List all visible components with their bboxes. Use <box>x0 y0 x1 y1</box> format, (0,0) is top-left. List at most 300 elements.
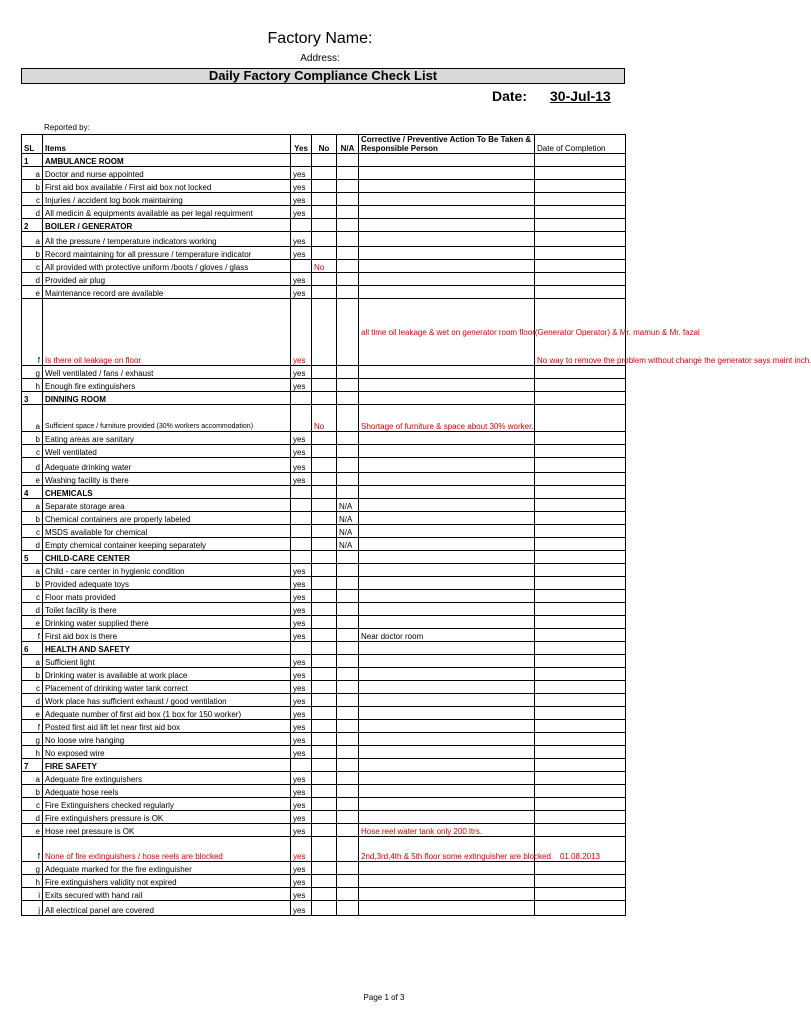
yes-cell: yes <box>291 681 312 694</box>
item-text: Record maintaining for all pressure / temperature indicator <box>43 247 291 260</box>
action-text <box>359 862 535 875</box>
no-cell <box>312 473 337 486</box>
section-row <box>22 759 626 772</box>
yes-cell: yes <box>291 590 312 603</box>
action-text <box>359 366 535 379</box>
empty-cell <box>337 392 359 405</box>
table-row <box>22 901 626 916</box>
completion-date <box>535 901 626 916</box>
na-cell <box>337 247 359 260</box>
yes-cell: yes <box>291 875 312 888</box>
item-text: Enough fire extinguishers <box>43 379 291 392</box>
completion-date <box>535 260 626 273</box>
section-row <box>22 392 626 405</box>
empty-cell <box>312 551 337 564</box>
row-letter: c <box>22 193 43 206</box>
section-number: 6 <box>22 642 43 655</box>
table-row <box>22 577 626 590</box>
section-row <box>22 219 626 232</box>
completion-date <box>535 432 626 445</box>
no-cell <box>312 862 337 875</box>
no-cell: No <box>312 260 337 273</box>
item-text: Adequate fire extinguishers <box>43 772 291 785</box>
row-letter: c <box>22 681 43 694</box>
no-cell <box>312 366 337 379</box>
no-cell <box>312 538 337 551</box>
item-text: Adequate marked for the fire extinguisher <box>43 862 291 875</box>
item-text: Maintenance record are available <box>43 286 291 299</box>
action-text <box>359 260 535 273</box>
table-row <box>22 811 626 824</box>
row-letter: i <box>22 888 43 901</box>
yes-cell: yes <box>291 273 312 286</box>
yes-cell <box>291 405 312 432</box>
table-row <box>22 432 626 445</box>
action-text <box>359 875 535 888</box>
no-cell <box>312 681 337 694</box>
section-number: 1 <box>22 154 43 167</box>
empty-cell <box>312 642 337 655</box>
table-row <box>22 180 626 193</box>
empty-cell <box>312 392 337 405</box>
na-cell <box>337 681 359 694</box>
empty-cell <box>535 392 626 405</box>
table-row <box>22 512 626 525</box>
na-cell <box>337 862 359 875</box>
completion-date <box>535 286 626 299</box>
yes-cell: yes <box>291 720 312 733</box>
action-text <box>359 694 535 707</box>
completion-date <box>535 681 626 694</box>
no-cell <box>312 837 337 862</box>
na-cell <box>337 299 359 366</box>
date-value: 30-Jul-13 <box>550 88 611 104</box>
item-text: No loose wire hanging <box>43 733 291 746</box>
no-cell <box>312 798 337 811</box>
action-text <box>359 286 535 299</box>
completion-date <box>535 247 626 260</box>
table-row <box>22 232 626 247</box>
completion-date <box>535 629 626 642</box>
table-row <box>22 681 626 694</box>
section-row <box>22 486 626 499</box>
completion-date <box>535 379 626 392</box>
item-text: Well ventilated <box>43 445 291 458</box>
action-text <box>359 458 535 473</box>
completion-date <box>535 862 626 875</box>
action-text <box>359 206 535 219</box>
empty-cell <box>359 642 535 655</box>
no-cell: No <box>312 405 337 432</box>
item-text: Drinking water is available at work place <box>43 668 291 681</box>
yes-cell: yes <box>291 564 312 577</box>
action-text <box>359 888 535 901</box>
no-cell <box>312 629 337 642</box>
action-text <box>359 273 535 286</box>
no-cell <box>312 167 337 180</box>
na-cell <box>337 405 359 432</box>
empty-cell <box>312 759 337 772</box>
section-title: BOILER / GENERATOR <box>43 219 291 232</box>
action-text <box>359 772 535 785</box>
row-letter: d <box>22 273 43 286</box>
table-row <box>22 707 626 720</box>
action-text <box>359 473 535 486</box>
completion-date <box>535 824 626 837</box>
item-text: Chemical containers are properly labeled <box>43 512 291 525</box>
completion-date <box>535 785 626 798</box>
row-letter: a <box>22 405 43 432</box>
page-number: Page 1 of 3 <box>363 993 405 1002</box>
no-cell <box>312 232 337 247</box>
row-letter: c <box>22 445 43 458</box>
empty-cell <box>291 551 312 564</box>
row-letter: h <box>22 875 43 888</box>
item-text: Hose reel pressure is OK <box>43 824 291 837</box>
action-text <box>359 720 535 733</box>
empty-cell <box>535 759 626 772</box>
row-letter: b <box>22 512 43 525</box>
section-number: 7 <box>22 759 43 772</box>
item-text: Adequate number of first aid box (1 box for 150 worker) <box>43 707 291 720</box>
action-text <box>359 798 535 811</box>
section-title: HEALTH AND SAFETY <box>43 642 291 655</box>
action-text: Near doctor room <box>359 629 535 642</box>
completion-date <box>535 875 626 888</box>
no-cell <box>312 616 337 629</box>
completion-date <box>535 720 626 733</box>
empty-cell <box>291 154 312 167</box>
table-row <box>22 379 626 392</box>
completion-date <box>535 733 626 746</box>
action-text <box>359 525 535 538</box>
table-row <box>22 458 626 473</box>
row-letter: f <box>22 299 43 366</box>
table-row <box>22 273 626 286</box>
table-row <box>22 824 626 837</box>
na-cell <box>337 901 359 916</box>
yes-cell <box>291 499 312 512</box>
section-row <box>22 154 626 167</box>
completion-date: No way to remove the problem without change the generator says maint inch. <box>535 299 626 366</box>
row-letter: b <box>22 577 43 590</box>
section-title: DINNING ROOM <box>43 392 291 405</box>
empty-cell <box>535 642 626 655</box>
table-row <box>22 525 626 538</box>
row-letter: a <box>22 564 43 577</box>
item-text: Placement of drinking water tank correct <box>43 681 291 694</box>
no-cell <box>312 901 337 916</box>
row-letter: d <box>22 694 43 707</box>
item-text: No exposed wire <box>43 746 291 759</box>
row-letter: e <box>22 286 43 299</box>
section-number: 5 <box>22 551 43 564</box>
item-text: None of fire extinguishers / hose reels are blocked <box>43 837 291 862</box>
table-row <box>22 616 626 629</box>
yes-cell: yes <box>291 733 312 746</box>
table-row <box>22 247 626 260</box>
row-letter: a <box>22 655 43 668</box>
item-text: All electrical panel are covered <box>43 901 291 916</box>
na-cell <box>337 616 359 629</box>
action-text: all time oil leakage & wet on generator room floor(Generator Operator) & Mr. mamun & Mr. fazal <box>359 299 535 366</box>
no-cell <box>312 525 337 538</box>
na-cell <box>337 655 359 668</box>
col-na: N/A <box>337 135 359 154</box>
item-text: Child - care center in hygienic condition <box>43 564 291 577</box>
na-cell <box>337 746 359 759</box>
na-cell <box>337 260 359 273</box>
no-cell <box>312 824 337 837</box>
item-text: Adequate drinking water <box>43 458 291 473</box>
empty-cell <box>359 551 535 564</box>
row-letter: a <box>22 499 43 512</box>
section-row <box>22 551 626 564</box>
na-cell <box>337 888 359 901</box>
no-cell <box>312 206 337 219</box>
na-cell <box>337 875 359 888</box>
table-row <box>22 286 626 299</box>
no-cell <box>312 445 337 458</box>
item-text: Is there oil leakage on floor <box>43 299 291 366</box>
empty-cell <box>291 759 312 772</box>
na-cell <box>337 379 359 392</box>
na-cell <box>337 232 359 247</box>
row-letter: e <box>22 824 43 837</box>
action-text <box>359 733 535 746</box>
section-title: AMBULANCE ROOM <box>43 154 291 167</box>
yes-cell: yes <box>291 577 312 590</box>
no-cell <box>312 499 337 512</box>
item-text: Injuries / accident log book maintaining <box>43 193 291 206</box>
table-row <box>22 167 626 180</box>
no-cell <box>312 564 337 577</box>
item-text: Separate storage area <box>43 499 291 512</box>
yes-cell: yes <box>291 616 312 629</box>
na-cell <box>337 772 359 785</box>
action-text <box>359 901 535 916</box>
yes-cell: yes <box>291 286 312 299</box>
completion-date <box>535 888 626 901</box>
empty-cell <box>359 219 535 232</box>
table-row <box>22 193 626 206</box>
no-cell <box>312 785 337 798</box>
na-cell <box>337 694 359 707</box>
completion-date <box>535 366 626 379</box>
action-text <box>359 746 535 759</box>
completion-date <box>535 616 626 629</box>
table-row <box>22 655 626 668</box>
yes-cell <box>291 512 312 525</box>
row-letter: e <box>22 707 43 720</box>
completion-date: 01.08.2013 <box>535 837 626 862</box>
yes-cell: yes <box>291 629 312 642</box>
na-cell <box>337 590 359 603</box>
no-cell <box>312 193 337 206</box>
table-row <box>22 499 626 512</box>
section-title: CHILD-CARE CENTER <box>43 551 291 564</box>
item-text: Toilet facility is there <box>43 603 291 616</box>
empty-cell <box>337 642 359 655</box>
address-label: Address: <box>300 53 340 64</box>
item-text: Drinking water supplied there <box>43 616 291 629</box>
completion-date <box>535 193 626 206</box>
item-text: Washing facility is there <box>43 473 291 486</box>
row-letter: j <box>22 901 43 916</box>
item-text: Fire extinguishers validity not expired <box>43 875 291 888</box>
completion-date <box>535 525 626 538</box>
item-text: All the pressure / temperature indicators working <box>43 232 291 247</box>
completion-date <box>535 746 626 759</box>
action-text <box>359 590 535 603</box>
action-text <box>359 668 535 681</box>
item-text: Exits secured with hand rail <box>43 888 291 901</box>
table-row <box>22 366 626 379</box>
table-row <box>22 668 626 681</box>
completion-date <box>535 772 626 785</box>
row-letter: d <box>22 603 43 616</box>
yes-cell: yes <box>291 299 312 366</box>
yes-cell: yes <box>291 473 312 486</box>
table-row <box>22 720 626 733</box>
reported-by-label: Reported by: <box>44 123 90 132</box>
yes-cell: yes <box>291 785 312 798</box>
empty-cell <box>337 486 359 499</box>
yes-cell: yes <box>291 247 312 260</box>
completion-date <box>535 798 626 811</box>
row-letter: c <box>22 260 43 273</box>
completion-date <box>535 707 626 720</box>
na-cell <box>337 458 359 473</box>
table-row <box>22 629 626 642</box>
yes-cell: yes <box>291 746 312 759</box>
empty-cell <box>359 486 535 499</box>
no-cell <box>312 286 337 299</box>
empty-cell <box>535 551 626 564</box>
table-row <box>22 746 626 759</box>
yes-cell: yes <box>291 432 312 445</box>
item-text: First aid box is there <box>43 629 291 642</box>
factory-name-label: Factory Name: <box>267 30 373 47</box>
table-row <box>22 785 626 798</box>
section-number: 2 <box>22 219 43 232</box>
no-cell <box>312 888 337 901</box>
action-text <box>359 811 535 824</box>
table-row <box>22 590 626 603</box>
item-text: Empty chemical container keeping separately <box>43 538 291 551</box>
empty-cell <box>337 219 359 232</box>
action-text <box>359 564 535 577</box>
completion-date <box>535 405 626 432</box>
na-cell <box>337 473 359 486</box>
yes-cell: yes <box>291 603 312 616</box>
no-cell <box>312 746 337 759</box>
no-cell <box>312 247 337 260</box>
item-text: Well ventilated / fans / exhaust <box>43 366 291 379</box>
completion-date <box>535 232 626 247</box>
yes-cell: yes <box>291 901 312 916</box>
yes-cell <box>291 525 312 538</box>
completion-date <box>535 458 626 473</box>
action-text: Shortage of furniture & space about 30% worker. <box>359 405 535 432</box>
table-row <box>22 405 626 432</box>
na-cell <box>337 286 359 299</box>
row-letter: e <box>22 473 43 486</box>
na-cell <box>337 180 359 193</box>
row-letter: b <box>22 180 43 193</box>
empty-cell <box>312 219 337 232</box>
action-text: 2nd,3rd,4th & 5th floor some extinguisher are blocked. <box>359 837 535 862</box>
table-row <box>22 260 626 273</box>
no-cell <box>312 694 337 707</box>
completion-date <box>535 180 626 193</box>
na-cell <box>337 564 359 577</box>
action-text <box>359 193 535 206</box>
yes-cell: yes <box>291 798 312 811</box>
item-text: Adequate hose reels <box>43 785 291 798</box>
yes-cell: yes <box>291 379 312 392</box>
checklist-table <box>21 134 811 916</box>
action-text <box>359 445 535 458</box>
yes-cell: yes <box>291 862 312 875</box>
no-cell <box>312 590 337 603</box>
no-cell <box>312 273 337 286</box>
yes-cell: yes <box>291 232 312 247</box>
na-cell <box>337 577 359 590</box>
completion-date <box>535 694 626 707</box>
yes-cell: yes <box>291 655 312 668</box>
empty-cell <box>291 392 312 405</box>
no-cell <box>312 875 337 888</box>
empty-cell <box>337 154 359 167</box>
item-text: Fire Extinguishers checked regularly <box>43 798 291 811</box>
yes-cell: yes <box>291 206 312 219</box>
row-letter: f <box>22 629 43 642</box>
section-row <box>22 642 626 655</box>
na-cell <box>337 629 359 642</box>
yes-cell: yes <box>291 445 312 458</box>
na-cell <box>337 707 359 720</box>
completion-date <box>535 499 626 512</box>
empty-cell <box>337 759 359 772</box>
na-cell <box>337 668 359 681</box>
yes-cell: yes <box>291 180 312 193</box>
section-title: CHEMICALS <box>43 486 291 499</box>
na-cell <box>337 193 359 206</box>
table-row <box>22 206 626 219</box>
yes-cell: yes <box>291 167 312 180</box>
no-cell <box>312 707 337 720</box>
item-text: Fire extinguishers pressure is OK <box>43 811 291 824</box>
table-row <box>22 798 626 811</box>
yes-cell <box>291 538 312 551</box>
no-cell <box>312 577 337 590</box>
row-letter: a <box>22 232 43 247</box>
yes-cell: yes <box>291 694 312 707</box>
yes-cell: yes <box>291 366 312 379</box>
item-text: All provided with protective uniform /boots / gloves / glass <box>43 260 291 273</box>
no-cell <box>312 772 337 785</box>
empty-cell <box>535 219 626 232</box>
yes-cell: yes <box>291 888 312 901</box>
row-letter: f <box>22 837 43 862</box>
table-row <box>22 733 626 746</box>
yes-cell: yes <box>291 668 312 681</box>
action-text <box>359 232 535 247</box>
table-row <box>22 875 626 888</box>
item-text: Floor mats provided <box>43 590 291 603</box>
item-text: Provided air plug <box>43 273 291 286</box>
